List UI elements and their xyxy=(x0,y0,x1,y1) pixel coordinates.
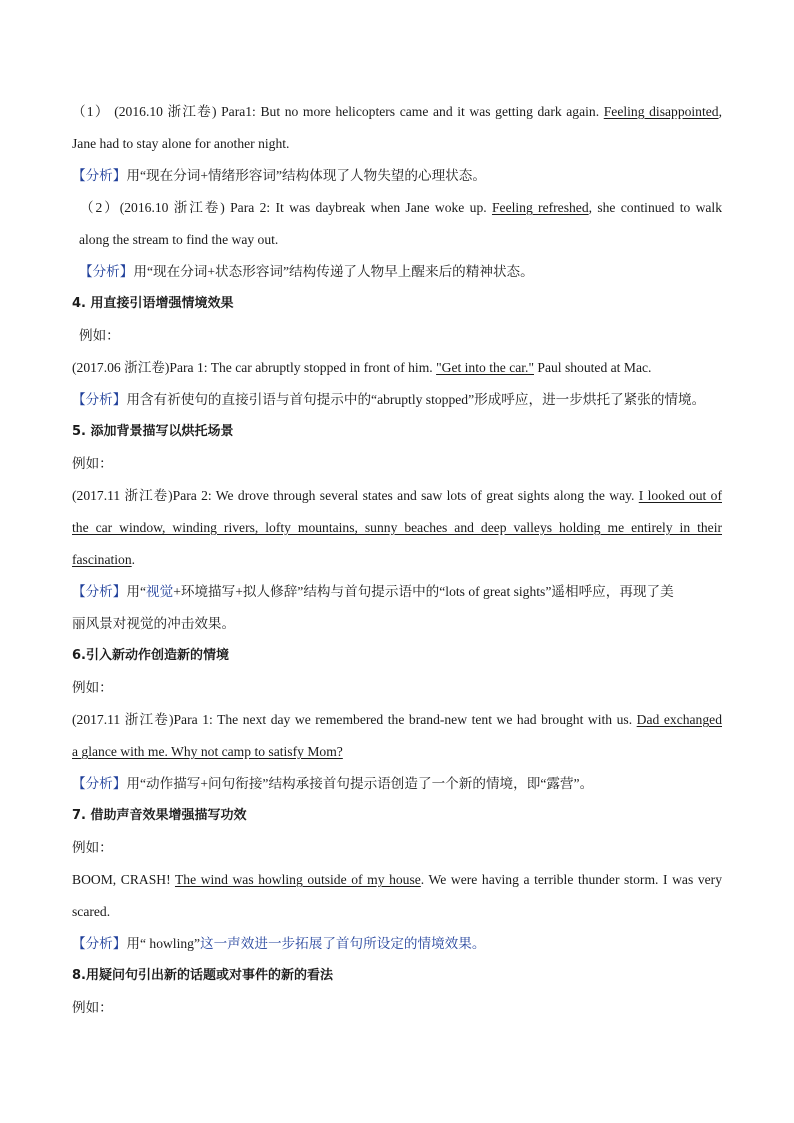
analysis-3 xyxy=(72,391,722,409)
analysis-5 xyxy=(72,775,722,793)
example-label: 例如： xyxy=(72,840,113,855)
section-heading-7: 7. 借助声音效果增强描写功效 xyxy=(72,808,247,823)
example-2-rest: , she continued to walk xyxy=(588,200,722,215)
example-5-source-text: (2017.11 浙江卷)Para 1: The next day we remembered the brand-new tent we had brought with us. xyxy=(72,712,637,727)
analysis-keyword: 视觉 xyxy=(146,584,174,599)
example-4-highlight-end: fascination xyxy=(72,552,132,567)
example-6-rest: . We were having a terrible thunder storm. I was very xyxy=(420,872,722,887)
example-1-source-text: （1） (2016.10 浙江卷) Para1: But no more helicopters came and it was getting dark again. xyxy=(72,104,604,119)
analysis-tag: 【分析】 xyxy=(72,936,127,951)
example-1-highlight: Feeling disappointed xyxy=(603,104,719,119)
analysis-1 xyxy=(72,167,722,185)
example-6-source-text: BOOM, CRASH! xyxy=(72,872,175,887)
analysis-text: 用“现在分词+情绪形容词”结构体现了人物失望的心理状态。 xyxy=(126,168,486,183)
example-1-punct: , xyxy=(718,104,722,119)
example-5-highlight: Dad exchanged xyxy=(636,712,722,727)
analysis-text: 用“动作描写+问句衔接”结构承接首句提示语创造了一个新的情境，即“露营”。 xyxy=(126,776,594,791)
example-6-line-1 xyxy=(72,871,722,889)
analysis-tag: 【分析】 xyxy=(72,392,127,407)
example-1-line-1 xyxy=(72,103,722,121)
section-heading-4: 4. 用直接引语增强情境效果 xyxy=(72,296,234,311)
analysis-tag: 【分析】 xyxy=(79,264,134,279)
analysis-tag: 【分析】 xyxy=(72,168,127,183)
analysis-4-line-2: 丽风景对视觉的冲击效果。 xyxy=(72,616,236,631)
analysis-text: 用“ howling” xyxy=(126,936,200,951)
example-4-line-2: the car window, winding rivers, lofty mountains, sunny beaches and deep valleys holding me entirely in their xyxy=(72,520,722,535)
example-2-highlight: Feeling refreshed xyxy=(491,200,589,215)
section-heading-8: 8.用疑问句引出新的话题或对事件的新的看法 xyxy=(72,968,333,983)
section-heading-5: 5. 添加背景描写以烘托场景 xyxy=(72,424,234,439)
example-5-line-2: a glance with me. Why not camp to satisfy Mom? xyxy=(72,744,343,759)
analysis-text: +环境描写+拟人修辞”结构与首句提示语中的“lots of great sights”遥相呼应，再现了美 xyxy=(173,584,674,599)
example-3-highlight: "Get into the car." xyxy=(436,360,534,375)
example-3-source-text: (2017.06 浙江卷)Para 1: The car abruptly stopped in front of him. xyxy=(72,360,437,375)
example-label: 例如： xyxy=(72,680,113,695)
example-4-source-text: (2017.11 浙江卷)Para 2: We drove through several states and saw lots of great sights along the way. xyxy=(72,488,639,503)
example-6-line-2: scared. xyxy=(72,904,111,919)
example-2-source-text: （2）(2016.10 浙江卷) Para 2: It was daybreak when Jane woke up. xyxy=(80,200,492,215)
example-4-highlight: I looked out of xyxy=(638,488,722,503)
example-label: 例如： xyxy=(72,456,113,471)
analysis-tag: 【分析】 xyxy=(72,584,127,599)
example-5-line-1 xyxy=(72,711,722,729)
example-3-rest: Paul shouted at Mac. xyxy=(534,360,652,375)
example-label: 例如： xyxy=(72,1000,113,1015)
example-2-line-2: along the stream to find the way out. xyxy=(79,232,279,247)
analysis-text: 用“ xyxy=(126,584,147,599)
analysis-tag: 【分析】 xyxy=(72,776,127,791)
example-label: 例如： xyxy=(79,328,120,343)
example-3-line-1 xyxy=(72,359,722,377)
example-2-line-1 xyxy=(80,199,722,217)
analysis-6 xyxy=(72,935,722,953)
example-4-line-3 xyxy=(72,551,722,569)
analysis-text: 用含有祈使句的直接引语与首句提示中的“abruptly stopped”形成呼应，进一步烘托了紧张的情境。 xyxy=(126,392,706,407)
analysis-2 xyxy=(79,263,729,281)
example-4-punct: . xyxy=(131,552,136,567)
analysis-text: 用“现在分词+状态形容词”结构传递了人物早上醒来后的精神状态。 xyxy=(133,264,534,279)
example-1-line-2: Jane had to stay alone for another night. xyxy=(72,136,290,151)
section-heading-6: 6.引入新动作创造新的情境 xyxy=(72,648,229,663)
example-6-highlight: The wind was howling outside of my house xyxy=(174,872,421,887)
example-4-line-1 xyxy=(72,487,722,505)
analysis-keyword: 这一声效进一步拓展了首句所设定的情境效果。 xyxy=(200,936,486,951)
analysis-4-line-1 xyxy=(72,583,722,601)
